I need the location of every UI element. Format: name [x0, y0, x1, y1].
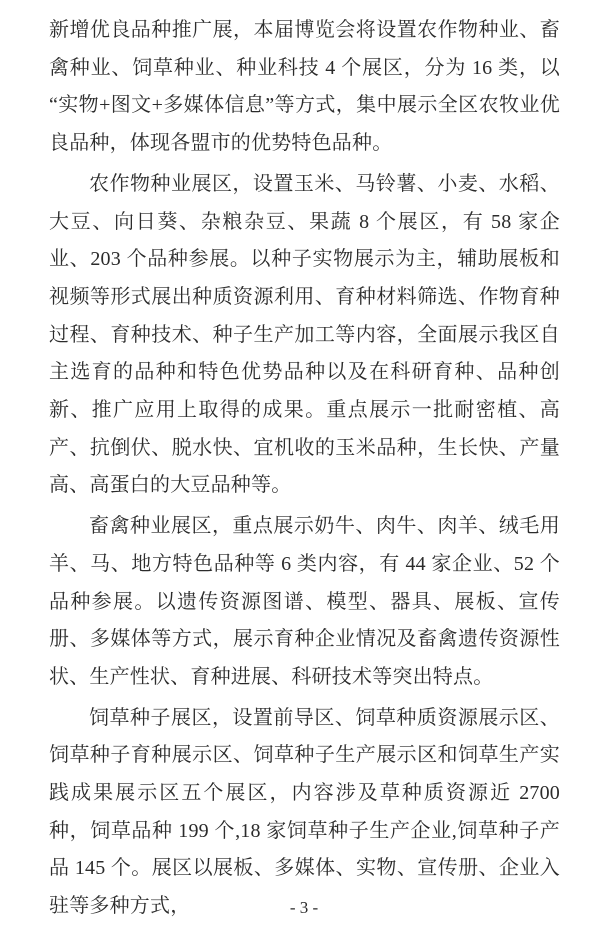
page-body-text: [49, 12, 560, 926]
paragraph: 饲草种子展区，设置前导区、饲草种质资源展示区、饲草种子育种展示区、饲草种子生产展示区和饲草生产实践成果展示区五个展区，内容涉及草种质资源近 2700 种，饲草品种 199 个,18 家饲草种子生产企业,饲草种子产品 145 个。展区以展板、多媒体、实物、宣传册、企业入驻等多种方式，: [49, 706, 560, 918]
page-number: - 3 -: [289, 898, 319, 917]
paragraph: 新增优良品种推广展，本届博览会将设置农作物种业、畜禽种业、饲草种业、种业科技 4 个展区，分为 16 类，以“实物+图文+多媒体信息”等方式，集中展示全区农牧业优良品种，体现各盟市的优势特色品种。: [49, 19, 560, 155]
paragraph: 农作物种业展区，设置玉米、马铃薯、小麦、水稻、大豆、向日葵、杂粮杂豆、果蔬 8 个展区，有 58 家企业、203 个品种参展。以种子实物展示为主，辅助展板和视频等形式展出种质资源利用、育种材料筛选、作物育种过程、育种技术、种子生产加工等内容，全面展示我区自主选育的品种和特色优势品种以及在科研育种、品种创新、推广应用上取得的成果。重点展示一批耐密植、高产、抗倒伏、脱水快、宜机收的玉米品种，生长快、产量高、高蛋白的大豆品种等。: [49, 172, 560, 497]
paragraph: 畜禽种业展区，重点展示奶牛、肉牛、肉羊、绒毛用羊、马、地方特色品种等 6 类内容，有 44 家企业、52 个品种参展。以遗传资源图谱、模型、器具、展板、宣传册、多媒体等方式，展示育种企业情况及畜禽遗传资源性状、生产性状、育种进展、科研技术等突出特点。: [49, 515, 560, 688]
